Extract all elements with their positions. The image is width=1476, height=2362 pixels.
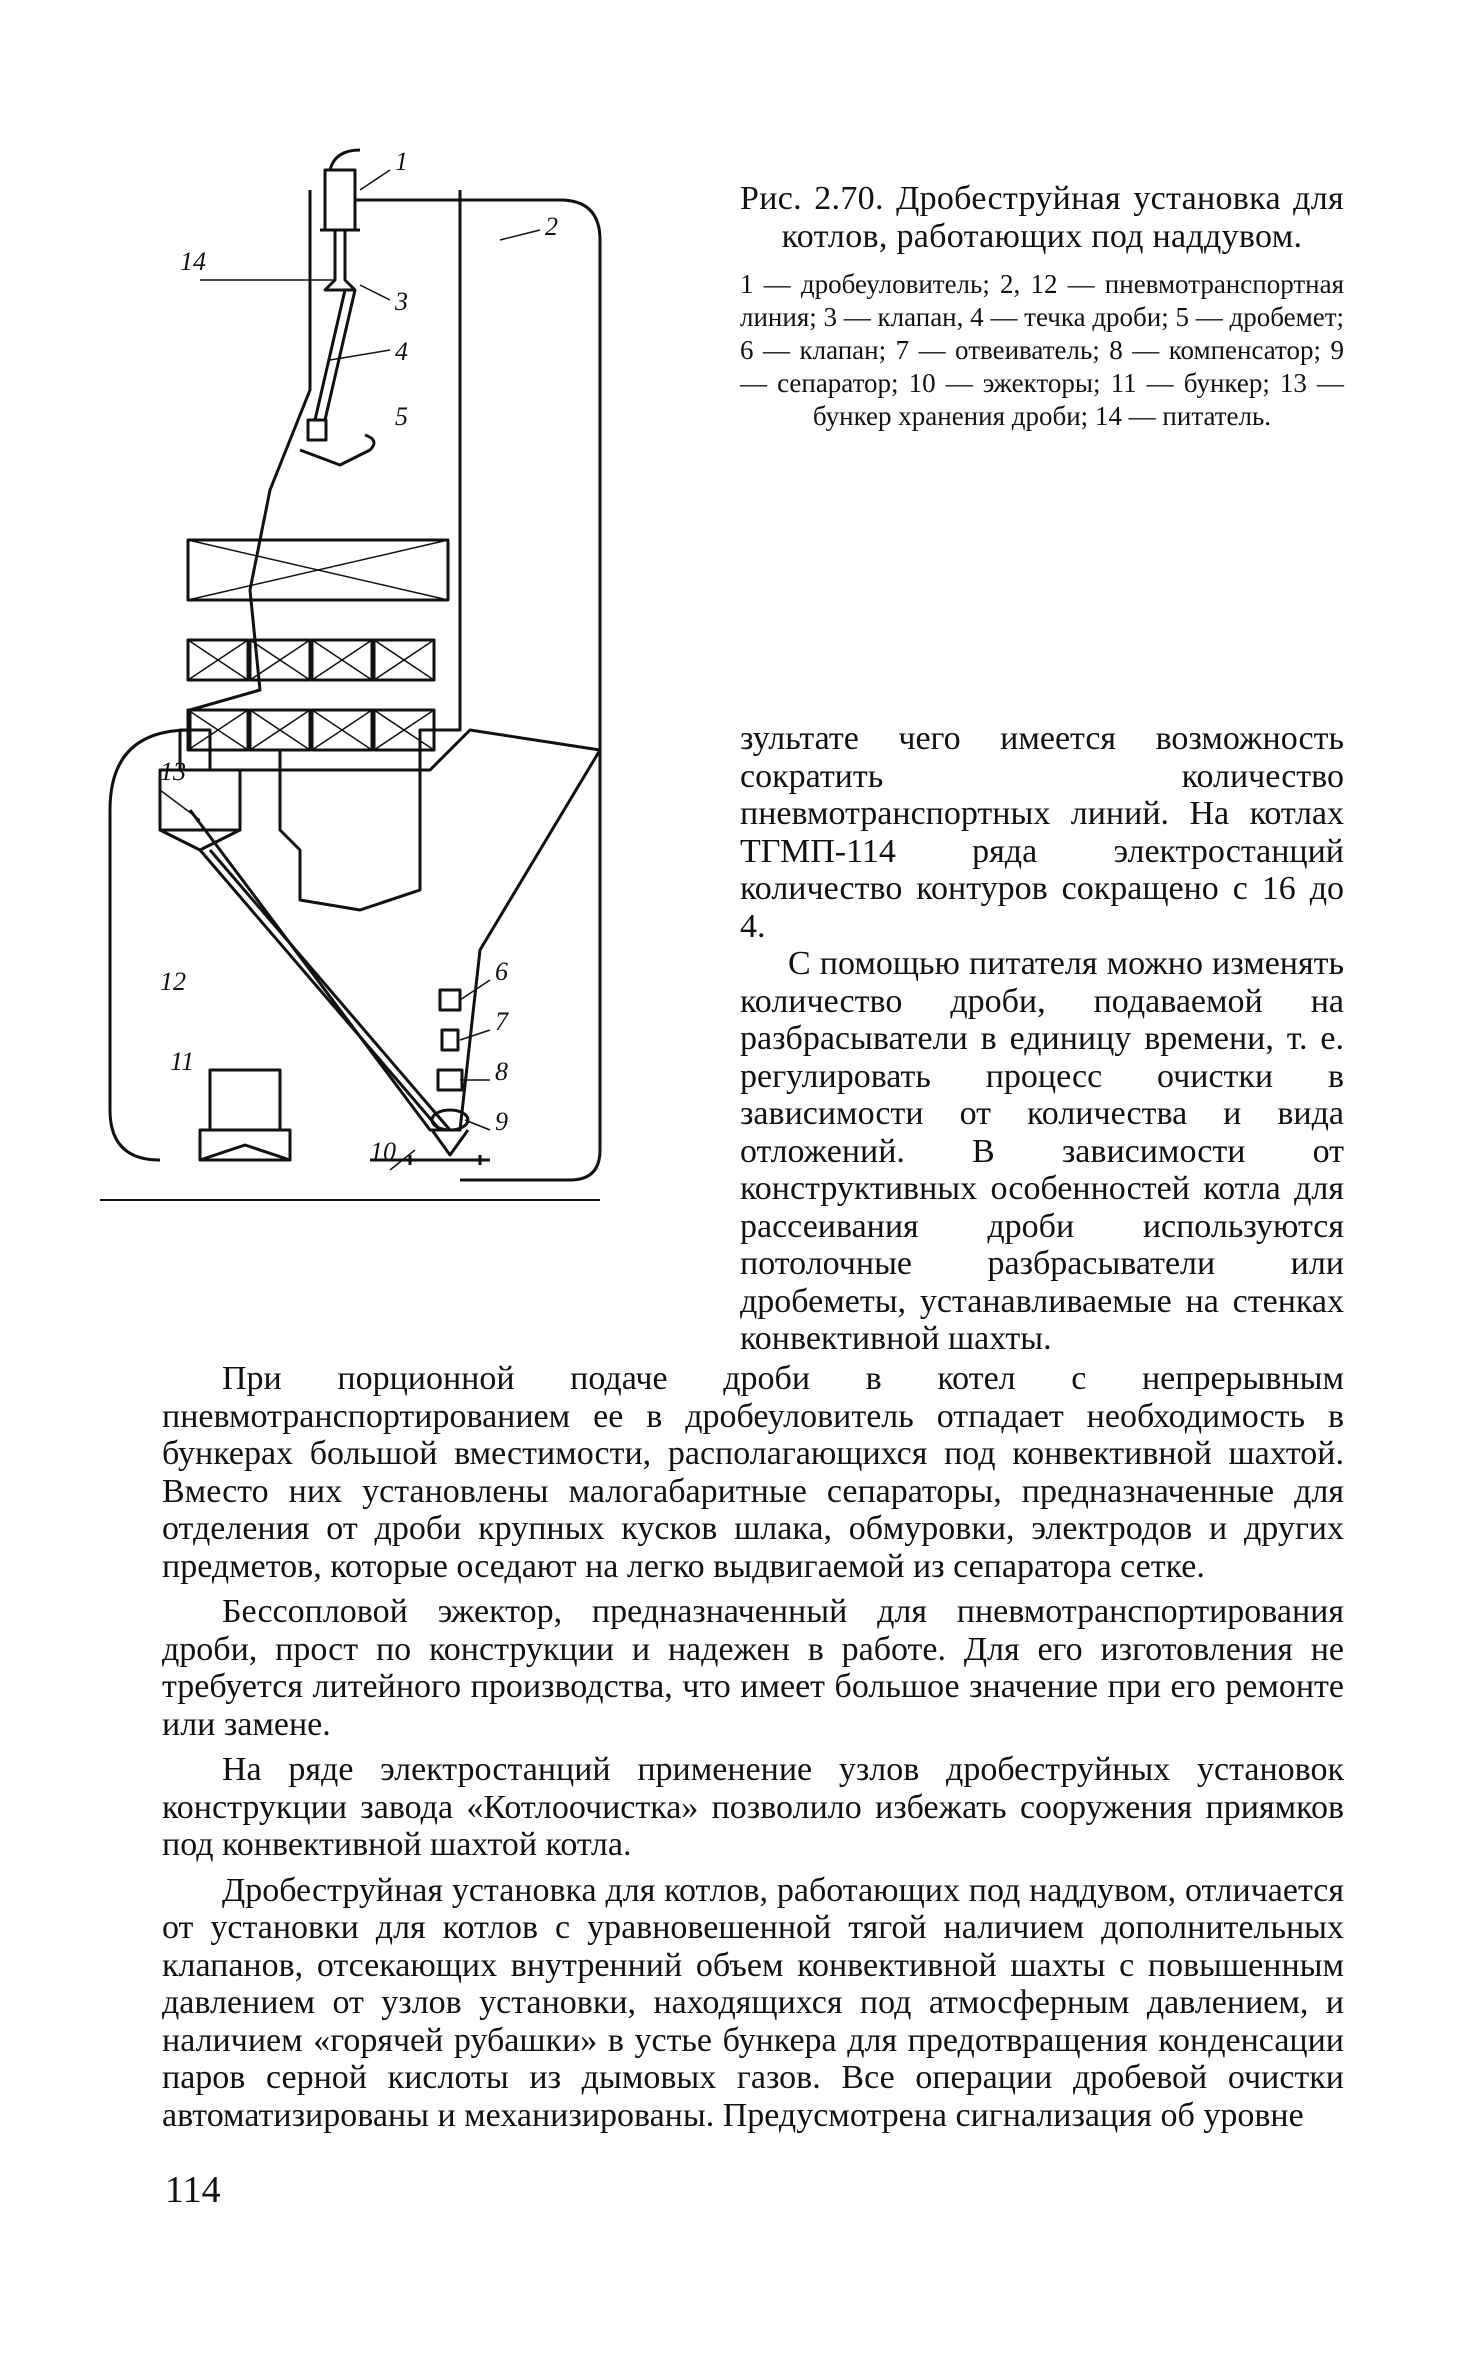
- paragraph: При порционной подаче дроби в котел с непрерывным пневмотранспортированием ее в дробеуловитель отпадает необходимость в бункерах большой вместимости, располагающихся под конвективной шахтой. Вместо них установлены малогабаритные сепараторы, предназначенные для отделения от дроби крупных кусков шлака, обмуровки, электродов и других предметов, которые оседают на легко выдвигаемой из сепаратора сетке.: [162, 1360, 1344, 1585]
- pneumo-line-2: [355, 200, 600, 1180]
- tube-bank-lower: [188, 640, 434, 750]
- label-8: 8: [495, 1057, 508, 1086]
- paragraph: Дробеструйная установка для котлов, работающих под наддувом, отличается от установки для котлов с уравновешенной тягой наличием дополнительных клапанов, отсекающих внутренний объем конвективной шахты с повышенным давлением от узлов установки, находящихся под атмосферным давлением, и наличием «горячей рубашки» в устье бункера для предотвращения конденсации паров серной кислоты из дымовых газов. Все операции дробевой очистки автоматизированы и механизированы. Предусмотрена сигнализация об уровне: [162, 1871, 1344, 2134]
- caption-legend: 1 — дробеуловитель; 2, 12 — пневмотранспортная линия; 3 — клапан, 4 — течка дроби; 5 — дробемет; 6 — клапан; 7 — отвеиватель; 8 — компенсатор; 9 — сепаратор; 10 — эжекторы; 11 — бункер; 13 — бункер хранения дроби; 14 — питатель.: [740, 269, 1344, 431]
- label-4: 4: [395, 337, 408, 366]
- drop-catcher: [325, 170, 355, 230]
- figure-caption: [740, 180, 1344, 433]
- paragraph: С помощью питателя можно изменять количество дроби, подаваемой на разбрасыватели в единицу времени, т. е. регулировать процесс очистки в зависимости от количества и вида отложений. В зависимости от конструктивных особенностей котла для рассеивания дроби используются потолочные разбрасыватели или дробеметы, устанавливаемые на стенках конвективной шахты.: [740, 945, 1344, 1357]
- pneumo-line-12: [110, 730, 190, 1160]
- caption-title: Рис. 2.70. Дробеструйная установка для котлов, работающих под наддувом.: [740, 180, 1344, 255]
- label-9: 9: [495, 1107, 508, 1136]
- paragraph: На ряде электростанций применение узлов дробеструйных установок конструкции завода «Котлоочистка» позволило избежать сооружения приямков под конвективной шахтой котла.: [162, 1751, 1344, 1863]
- label-3: 3: [395, 287, 408, 316]
- figure-drawing: [160, 147, 720, 1290]
- label-7: 7: [495, 1007, 508, 1036]
- label-6: 6: [495, 957, 508, 986]
- figure-shot-blasting-installation: [160, 147, 720, 1290]
- side-column-text: [740, 720, 1344, 1358]
- label-14: 14: [180, 247, 206, 276]
- label-5: 5: [395, 402, 408, 431]
- label-10: 10: [370, 1137, 396, 1166]
- label-12: 12: [160, 967, 186, 996]
- main-body-text: [162, 1360, 1344, 2142]
- paragraph: Бессопловой эжектор, предназначенный для пневмотранспортирования дроби, прост по конструкции и надежен в работе. Для его изготовления не требуется литейного производства, что имеет большое значение при его ремонте или замене.: [162, 1593, 1344, 1743]
- bunker-11: [210, 1070, 280, 1130]
- label-1: 1: [395, 147, 408, 176]
- paragraph: зультате чего имеется возможность сократить количество пневмотранспортных линий. На котлах ТГМП-114 ряда электростанций количество контуров сокращено с 16 до 4.: [740, 720, 1344, 945]
- page-number: 114: [165, 2169, 221, 2211]
- label-2: 2: [545, 212, 558, 241]
- label-13: 13: [160, 757, 186, 786]
- label-11: 11: [170, 1047, 195, 1076]
